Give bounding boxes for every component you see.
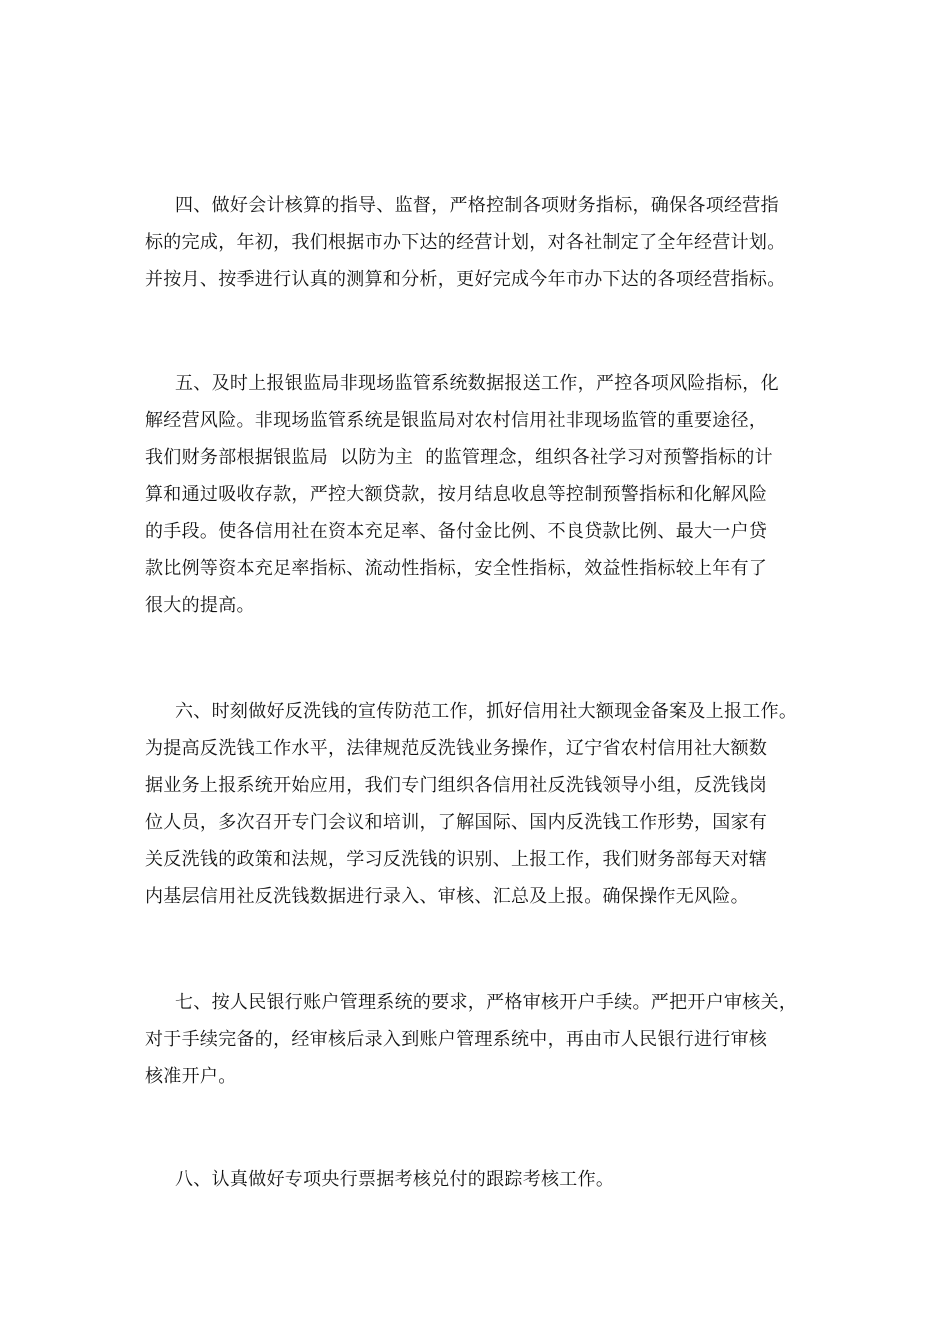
paragraph-section-6 xyxy=(145,693,845,915)
paragraph-line: 位人员，多次召开专门会议和培训，了解国际、国内反洗钱工作形势，国家有 xyxy=(145,812,768,833)
paragraph-line: 标的完成，年初，我们根据市办下达的经营计划，对各社制定了全年经营计划。 xyxy=(145,232,786,253)
paragraph-section-8 xyxy=(145,1161,845,1198)
paragraph-line: 为提高反洗钱工作水平，法律规范反洗钱业务操作，辽宁省农村信用社大额数 xyxy=(145,738,768,759)
paragraph-line: 我们财务部根据银监局 以防为主 的监管理念，组织各社学习对预警指标的计 xyxy=(145,447,773,468)
paragraph-line: 款比例等资本充足率指标、流动性指标，安全性指标，效益性指标较上年有了 xyxy=(145,558,768,579)
paragraph-section-4 xyxy=(145,187,845,298)
paragraph-line: 的手段。使各信用社在资本充足率、备付金比例、不良贷款比例、最大一户贷 xyxy=(145,521,768,542)
paragraph-line: 四、做好会计核算的指导、监督，严格控制各项财务指标，确保各项经营指 xyxy=(175,195,779,216)
paragraph-line: 八、认真做好专项央行票据考核兑付的跟踪考核工作。 xyxy=(175,1169,615,1190)
paragraph-line: 内基层信用社反洗钱数据进行录入、审核、汇总及上报。确保操作无风险。 xyxy=(145,886,749,907)
paragraph-line: 五、及时上报银监局非现场监管系统数据报送工作，严控各项风险指标，化 xyxy=(175,373,779,394)
paragraph-line: 据业务上报系统开始应用，我们专门组织各信用社反洗钱领导小组，反洗钱岗 xyxy=(145,775,768,796)
paragraph-line: 核准开户。 xyxy=(145,1066,237,1087)
paragraph-line: 并按月、按季进行认真的测算和分析，更好完成今年市办下达的各项经营指标。 xyxy=(145,269,786,290)
paragraph-line: 六、时刻做好反洗钱的宣传防范工作，抓好信用社大额现金备案及上报工作。 xyxy=(175,701,798,722)
paragraph-section-5 xyxy=(145,365,845,624)
paragraph-line: 对于手续完备的，经审核后录入到账户管理系统中，再由市人民银行进行审核 xyxy=(145,1029,768,1050)
paragraph-line: 关反洗钱的政策和法规，学习反洗钱的识别、上报工作，我们财务部每天对辖 xyxy=(145,849,768,870)
paragraph-line: 算和通过吸收存款，严控大额贷款，按月结息收息等控制预警指标和化解风险 xyxy=(145,484,768,505)
paragraph-line: 解经营风险。非现场监管系统是银监局对农村信用社非现场监管的重要途径， xyxy=(145,410,768,431)
paragraph-section-7 xyxy=(145,984,845,1095)
paragraph-line: 很大的提高。 xyxy=(145,595,255,616)
paragraph-line: 七、按人民银行账户管理系统的要求，严格审核开户手续。严把开户审核关， xyxy=(175,992,798,1013)
